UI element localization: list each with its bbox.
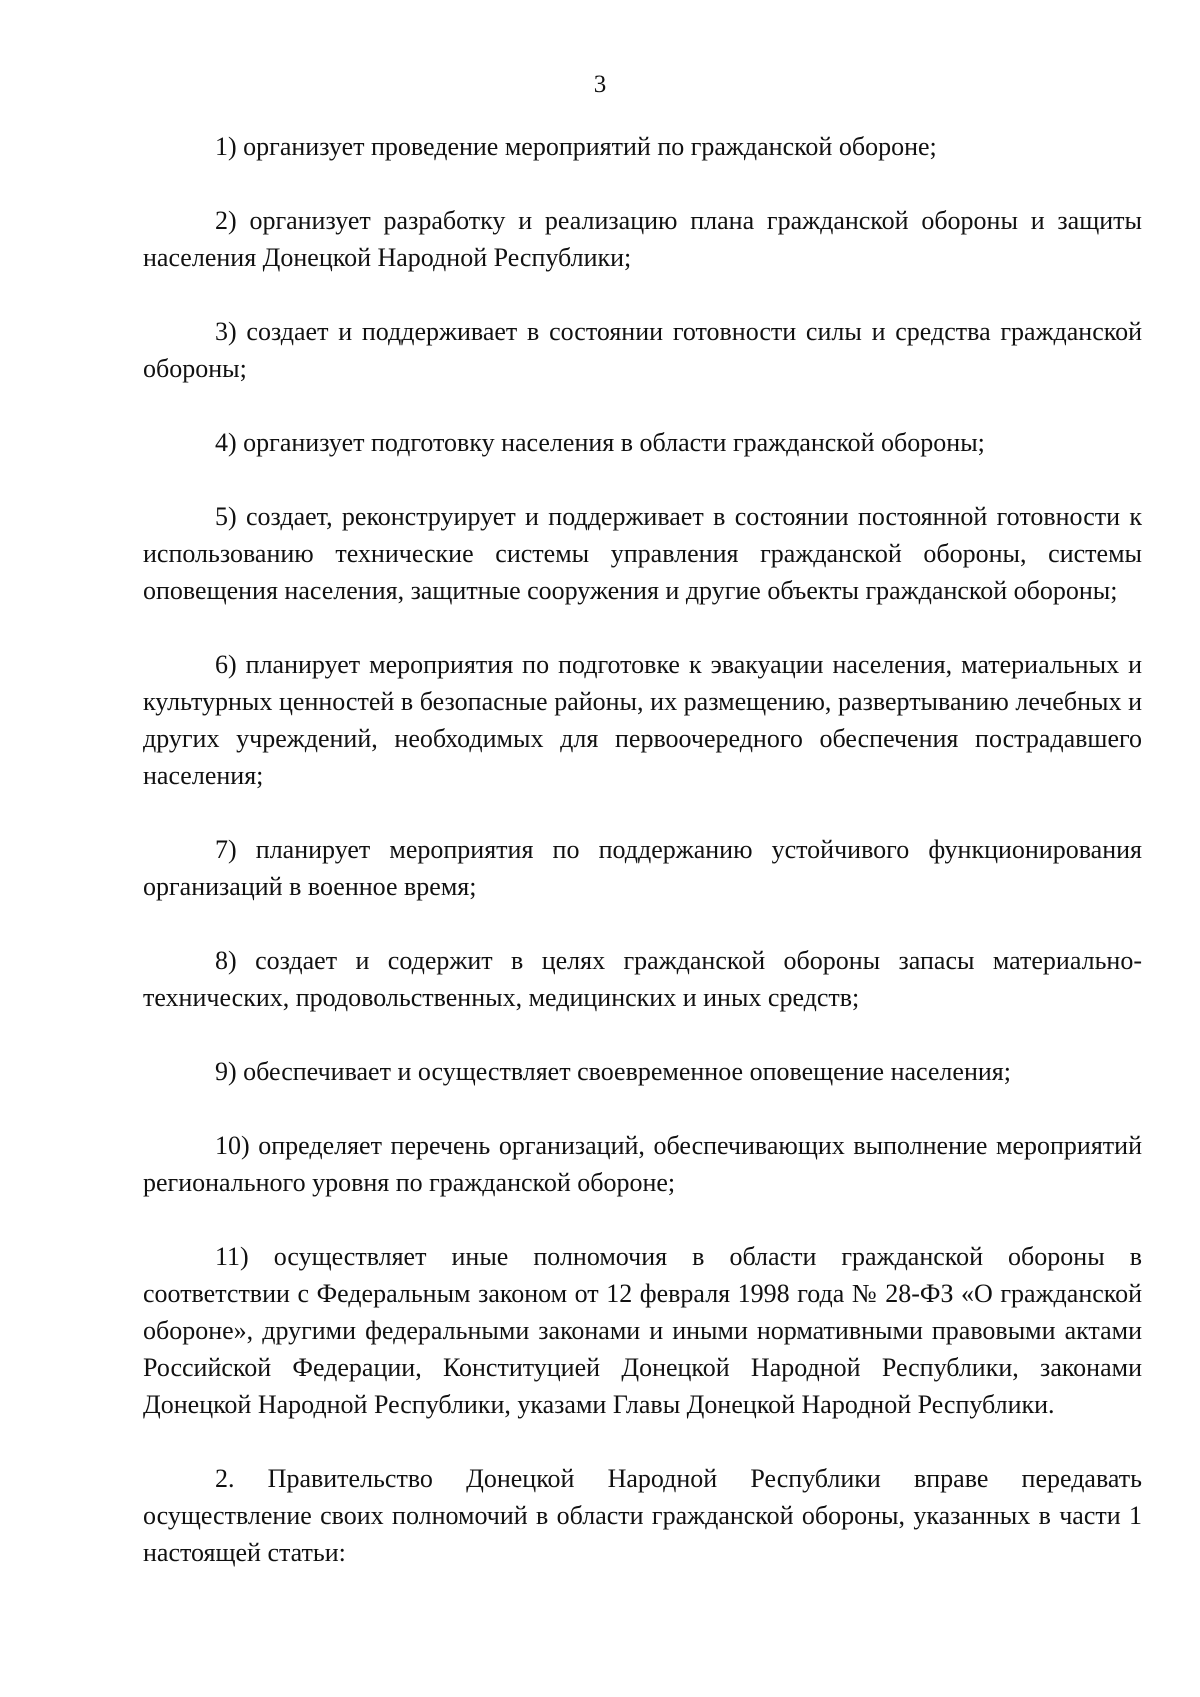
- paragraph-item-2: 2) организует разработку и реализацию плана гражданской обороны и защиты населения Донецкой Народной Республики;: [143, 206, 1142, 272]
- paragraph-item-5: 5) создает, реконструирует и поддерживает в состоянии постоянной готовности к использованию технические системы управления гражданской обороны, системы оповещения населения, защитные сооружения и другие объекты гражданской обороны;: [143, 502, 1142, 605]
- paragraph-item-7: 7) планирует мероприятия по поддержанию устойчивого функционирования организаций в военное время;: [143, 835, 1142, 901]
- paragraph-section-2: 2. Правительство Донецкой Народной Республики вправе передавать осуществление своих полномочий в области гражданской обороны, указанных в части 1 настоящей статьи:: [143, 1464, 1142, 1567]
- page-number: 3: [593, 71, 607, 98]
- paragraph-item-9: 9) обеспечивает и осуществляет своевременное оповещение населения;: [215, 1057, 1011, 1086]
- paragraph-item-6: 6) планирует мероприятия по подготовке к эвакуации населения, материальных и культурных ценностей в безопасные районы, их размещению, развертыванию лечебных и других учреждений, необходимых для первоочередного обеспечения пострадавшего населения;: [143, 650, 1142, 790]
- paragraph-item-1: 1) организует проведение мероприятий по гражданской обороне;: [215, 132, 937, 161]
- paragraph-item-11: 11) осуществляет иные полномочия в области гражданской обороны в соответствии с Федеральным законом от 12 февраля 1998 года № 28-ФЗ «О гражданской обороне», другими федеральными законами и иными нормативными правовыми актами Российской Федерации, Конституцией Донецкой Народной Республики, законами Донецкой Народной Республики, указами Главы Донецкой Народной Республики.: [143, 1242, 1142, 1419]
- paragraph-item-10: 10) определяет перечень организаций, обеспечивающих выполнение мероприятий регионального уровня по гражданской обороне;: [143, 1131, 1142, 1197]
- document-body: [143, 128, 1142, 1571]
- paragraph-item-8: 8) создает и содержит в целях гражданской обороны запасы материально-технических, продовольственных, медицинских и иных средств;: [143, 946, 1142, 1012]
- paragraph-item-3: 3) создает и поддерживает в состоянии готовности силы и средства гражданской обороны;: [143, 317, 1142, 383]
- paragraph-item-4: 4) организует подготовку населения в области гражданской обороны;: [215, 428, 985, 457]
